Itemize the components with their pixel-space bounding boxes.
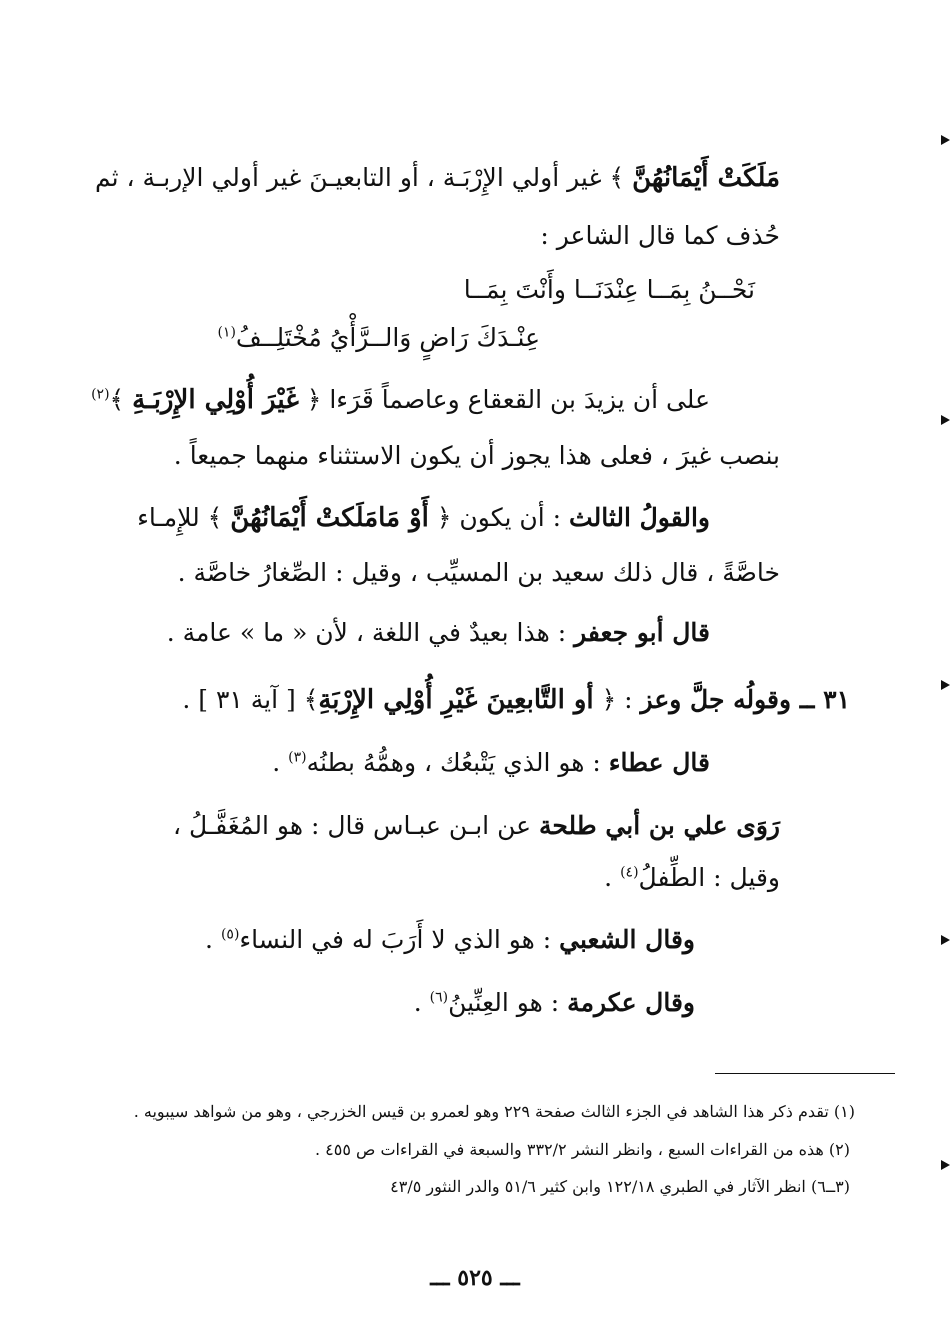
verse-number-label: ٣١ ــ وقولُه جلَّ وعز xyxy=(640,685,850,714)
text-line-5: على أن يزيدَ بن القعقاع وعاصماً قَرَءا ﴿ غَيْرَ أُوْلِي الإِرْبَـةِ ﴾$^{(٢)}$ xyxy=(91,385,710,415)
margin-mark xyxy=(941,1160,950,1170)
text-line-8: خاصَّةً ، قال ذلك سعيد بن المسيِّب ، وقيل : الصِّغارُ خاصَّة . xyxy=(177,558,780,587)
poem-line-2: عِنْـدَكَ رَاضٍ وَالــرَّأْيُ مُخْتَلِــفُ$^{(١)}$ xyxy=(217,323,540,352)
page-number: ـــ ٥٢٥ ـــ xyxy=(430,1265,520,1291)
speaker: وقال الشعبي xyxy=(559,925,695,954)
text-line-11: قال عطاء : هو الذي يَتْبعُك ، وهمُّهُ بطنُه$^{(٣)}$ . xyxy=(272,748,710,777)
footnote-divider xyxy=(715,1073,895,1074)
speaker: قال أبو جعفر xyxy=(574,618,710,647)
quran-phrase: غَيْرَ أُوْلِي الإِرْبَـةِ xyxy=(132,385,299,415)
footnote-1: (١) تقدم ذكر هذا الشاهد في الجزء الثالث صفحة ٢٢٩ وهو لعمرو بن قيس الخزرجي ، وهو من شواهد سيبويه . xyxy=(133,1102,855,1121)
speaker: وقال عكرمة xyxy=(567,988,695,1017)
text-line-14: وقال الشعبي : هو الذي لا أَرَبَ له في النساء$^{(٥)}$ . xyxy=(205,925,695,954)
speaker: والقولُ الثالث xyxy=(569,503,710,532)
text-line-15: وقال عكرمة : هو العِنِّينُ$^{(٦)}$ . xyxy=(413,988,695,1017)
text-line-12: رَوَى علي بن أبي طلحة عن ابـن عبـاس قال : هو المُغَفَّـلُ ، xyxy=(172,811,780,840)
poem-line-1: نَحْــنُ بِمَــا عِنْدَنَــا وأَنْتَ بِمَــا xyxy=(463,275,755,304)
footnote-ref: (٣) xyxy=(288,749,307,766)
verse-heading: ٣١ ــ وقولُه جلَّ وعز : ﴿ أو التَّابعِينَ غَيْرِ أُوْلِي الإِرْبَةِ﴾ [ آية ٣١ ] . xyxy=(182,685,850,715)
footnote-ref: (٢) xyxy=(91,386,110,403)
footnote-2: (٢) هذه من القراءات السبع ، وانظر النشر ٣٣٢/٢ والسبعة في القراءات ص ٤٥٥ . xyxy=(314,1140,850,1159)
quran-phrase: أو التَّابعِينَ غَيْرِ أُوْلِي الإِرْبَةِ xyxy=(318,685,594,715)
quran-phrase: أَوْ مَامَلَكتْ أَيْمَانُهُنَّ xyxy=(230,503,429,533)
margin-mark xyxy=(941,680,950,690)
footnote-ref: (٥) xyxy=(220,926,240,943)
footnote-ref: (٤) xyxy=(620,864,639,881)
text-line-6: بنصب غيرَ ، فعلى هذا يجوز أن يكون الاستثناء منهما جميعاً . xyxy=(173,441,780,470)
text-line-7: والقولُ الثالث : أن يكون ﴿ أَوْ مَامَلَكتْ أَيْمَانُهُنَّ ﴾ للإِمـاء xyxy=(137,503,710,533)
text-line-9: قال أبو جعفر : هذا بعيدٌ في اللغة ، لأن « ما » عامة . xyxy=(166,618,710,647)
footnote-ref: (١) xyxy=(217,324,236,341)
speaker: قال عطاء xyxy=(608,748,710,777)
text-line-2: حُذف كما قال الشاعر : xyxy=(540,221,780,250)
footnote-ref: (٦) xyxy=(429,989,449,1006)
margin-mark xyxy=(941,135,950,145)
speaker: رَوَى علي بن أبي طلحة xyxy=(538,811,780,840)
margin-mark xyxy=(941,415,950,425)
footnote-3: (٣ــ٦) انظر الآثار في الطبري ١٢٢/١٨ وابن كثير ٥١/٦ والدر النثور ٤٣/٥ xyxy=(390,1177,850,1196)
text-line-1: مَلَكَتْ أَيْمَانُهُنَّ ﴾ غير أولي الإِرْبَـة ، أو التابعيـنَ غير أولي الإربـة ، ثم xyxy=(94,163,780,193)
text-line-13: وقيل : الطِّفلُ$^{(٤)}$ . xyxy=(604,863,780,892)
quran-phrase: مَلَكَتْ أَيْمَانُهُنَّ xyxy=(632,163,780,193)
margin-mark xyxy=(941,935,950,945)
